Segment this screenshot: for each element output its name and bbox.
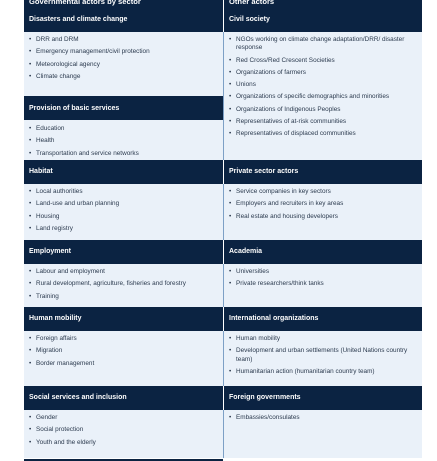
list-item: • Employers and recruiters in key areas: [228, 200, 418, 212]
list-item: • Rural development, agriculture, fisheries and forestry: [28, 280, 219, 292]
section-body-row: [24, 32, 422, 160]
list-item: • Land registry: [28, 225, 219, 233]
section-header-row: [24, 240, 422, 264]
list-item: • Emergency management/civil protection: [28, 48, 219, 60]
section-body-left: [24, 264, 223, 307]
list-item: • Development and urban settlements (United Nations country team): [228, 347, 418, 368]
section-title: Academia: [223, 240, 422, 264]
column-header-governmental: Governmental actors by sector: [24, 0, 223, 8]
list-item: • Climate change: [28, 73, 219, 81]
section-header: [24, 96, 223, 120]
section-header-row: [24, 160, 422, 184]
list-item: • Organizations of Indigenous Peoples: [228, 106, 418, 118]
list-item: • Education: [28, 125, 219, 137]
section-title: Private sector actors: [223, 160, 422, 184]
section-body-right: [223, 264, 422, 307]
list-item: • Private researchers/think tanks: [228, 280, 418, 288]
section-body-row: [24, 331, 422, 386]
section-body-left: [24, 32, 223, 160]
list-item: • Meteorological agency: [28, 61, 219, 73]
list-item: • Foreign affairs: [28, 335, 219, 347]
list-item: • Unions: [228, 81, 418, 93]
section-title: Social services and inclusion: [24, 386, 223, 410]
list-item: • Gender: [28, 414, 219, 426]
section-body-right: [223, 184, 422, 240]
list-item: • Representatives of displaced communities: [228, 130, 418, 138]
list-item: • Border management: [28, 360, 219, 368]
section-body-left: [24, 331, 223, 386]
section-body-left: [24, 410, 223, 458]
list-item: • Local authorities: [28, 188, 219, 200]
list-item: • Housing: [28, 213, 219, 225]
list-item: • Land-use and urban planning: [28, 200, 219, 212]
section-title: Human mobility: [24, 307, 223, 331]
section-header-row: [24, 8, 422, 32]
list-item: • Service companies in key sectors: [228, 188, 418, 200]
section-title: Provision of basic services: [29, 104, 120, 112]
list-item: • Real estate and housing developers: [228, 213, 418, 221]
actors-table: [24, 0, 422, 458]
section-title: Employment: [24, 240, 223, 264]
list-item: • NGOs working on climate change adaptation/DRR/ disaster response: [228, 36, 418, 57]
list-item: • Organizations of farmers: [228, 69, 418, 81]
section-body-row: [24, 184, 422, 240]
list-item: • Representatives of at-risk communities: [228, 118, 418, 130]
list-item: • Embassies/consulates: [228, 414, 418, 422]
list-item: • Labour and employment: [28, 268, 219, 280]
section-body-right: [223, 410, 422, 458]
list-item: • DRR and DRM: [28, 36, 219, 48]
list-item: • Migration: [28, 347, 219, 359]
section-title: Habitat: [24, 160, 223, 184]
section-body-row: [24, 410, 422, 458]
list-item: • Humanitarian action (humanitarian country team): [228, 368, 418, 376]
section-body-left: [24, 184, 223, 240]
section-title: Foreign governments: [223, 386, 422, 410]
section-header-row: [24, 386, 422, 410]
list-item: • Red Cross/Red Crescent Societies: [228, 57, 418, 69]
list-item: • Training: [28, 293, 219, 301]
list-item: • Transportation and service networks: [28, 150, 219, 158]
list-item: • Universities: [228, 268, 418, 280]
table-header-row: [24, 0, 422, 8]
list-item: • Social protection: [28, 426, 219, 438]
section-body-row: [24, 264, 422, 307]
column-header-other: Other actors: [223, 0, 422, 8]
list-item: • Organizations of specific demographics and minorities: [228, 93, 418, 105]
section-body-right: [223, 32, 422, 160]
section-title: Disasters and climate change: [24, 8, 223, 32]
section-title: Civil society: [223, 8, 422, 32]
section-body-right: [223, 331, 422, 386]
list-item: • Health: [28, 137, 219, 149]
section-header-row: [24, 307, 422, 331]
section-title: International organizations: [223, 307, 422, 331]
list-item: • Youth and the elderly: [28, 439, 219, 447]
list-item: • Human mobility: [228, 335, 418, 347]
